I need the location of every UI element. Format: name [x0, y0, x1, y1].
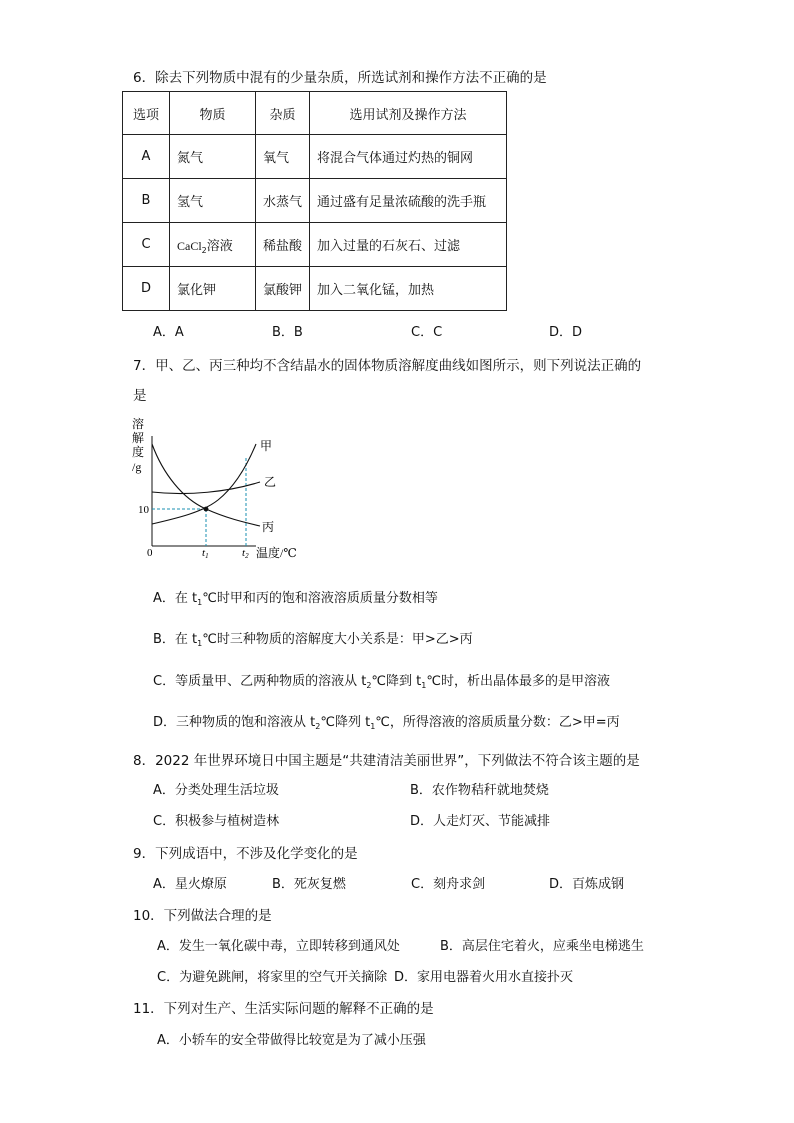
y-label-line: 溶: [132, 417, 145, 431]
table-cell: C: [123, 223, 170, 267]
table-row: [123, 267, 507, 311]
option-text: D．三种物质的饱和溶液从 t: [153, 715, 316, 730]
q10-choice-c: C．为避免跳闸，将家里的空气开关摘除: [157, 970, 388, 985]
y-axis-label: [132, 416, 144, 474]
x-axis-label: 温度/℃: [256, 546, 297, 560]
intersection-point: [204, 507, 209, 512]
q8-choice-d: D．人走灯灭、节能减排: [410, 814, 551, 829]
table-header-cell: 选项: [123, 92, 170, 135]
q8-choice-c: C．积极参与植树造林: [153, 814, 280, 829]
y-label-line: 度: [132, 445, 145, 459]
q11-option-a: A．小轿车的安全带做得比较宽是为了减小压强: [157, 1033, 426, 1048]
table-cell: 氮气: [170, 135, 256, 179]
tick-sub: 2: [245, 552, 249, 560]
q10-choice-b: B．高层住宅着火，应乘坐电梯逃生: [440, 939, 644, 954]
series-bing-curve: [152, 444, 260, 526]
table-cell: 氧气: [256, 135, 310, 179]
q9-choice-c: C．刻舟求剑: [411, 877, 486, 892]
table-row: [123, 223, 507, 267]
table-cell: 氯化钾: [170, 267, 256, 311]
q10-choice-d: D．家用电器着火用水直接扑灭: [394, 970, 574, 985]
q6-choice-c: C．C: [411, 325, 443, 340]
table-cell: A: [123, 135, 170, 179]
table-header-cell: 物质: [170, 92, 256, 135]
table-cell: 水蒸气: [256, 179, 310, 223]
y-label-line: /g: [132, 460, 142, 474]
q6-table: [122, 91, 507, 311]
option-subscript: 2: [366, 681, 372, 690]
x-tick-t2: [242, 547, 249, 560]
tick-main: t: [202, 547, 206, 559]
table-header-cell: 杂质: [256, 92, 310, 135]
q8-stem: 8．2022 年世界环境日中国主题是“共建清洁美丽世界”，下列做法不符合该主题的是: [133, 753, 640, 769]
origin-label: 0: [147, 547, 153, 559]
option-subscript: 1: [197, 598, 203, 607]
tick-sub: 1: [205, 552, 209, 560]
q7-option-c: [153, 670, 610, 690]
option-text: ℃时，析出晶体最多的是甲溶液: [426, 674, 610, 689]
option-text: ℃降列 t: [320, 715, 371, 730]
y-label-line: 解: [132, 431, 145, 445]
series-jia-label: 甲: [260, 439, 273, 453]
q9-stem: 9．下列成语中，不涉及化学变化的是: [133, 846, 358, 862]
q10-choice-a: A．发生一氧化碳中毒，立即转移到通风处: [157, 939, 400, 954]
q6-choice-d: D．D: [549, 325, 583, 340]
option-subscript: 2: [315, 722, 321, 731]
tick-main: t: [242, 547, 246, 559]
series-jia-curve: [152, 444, 256, 524]
series-yi-curve: [152, 482, 260, 494]
table-row: [123, 135, 507, 179]
table-header-row: [123, 92, 507, 135]
option-subscript: 1: [370, 722, 376, 731]
q7-option-b: [153, 628, 473, 648]
table-header-cell: 选用试剂及操作方法: [310, 92, 507, 135]
q6-choice-a: A．A: [153, 325, 184, 340]
table-row: [123, 179, 507, 223]
option-text: ℃降到 t: [371, 674, 422, 689]
table-cell: [170, 223, 256, 267]
table-cell: 加入二氧化锰，加热: [310, 267, 507, 311]
y-tick-label: 10: [138, 504, 149, 516]
series-yi-label: 乙: [264, 475, 277, 489]
q9-choice-b: B．死灰复燃: [272, 877, 346, 892]
option-subscript: 1: [421, 681, 427, 690]
option-text: ℃，所得溶液的溶质质量分数：乙>甲=丙: [375, 715, 620, 730]
q9-choice-a: A．星火燎原: [153, 877, 227, 892]
option-text: B．在 t: [153, 632, 198, 647]
q7-stem-line2: 是: [133, 388, 147, 404]
option-text: ℃时三种物质的溶解度大小关系是：甲>乙>丙: [202, 632, 473, 647]
q6-stem: 6．除去下列物质中混有的少量杂质，所选试剂和操作方法不正确的是: [133, 70, 547, 86]
option-text: C．等质量甲、乙两种物质的溶液从 t: [153, 674, 367, 689]
table-cell: 通过盛有足量浓硫酸的洗手瓶: [310, 179, 507, 223]
q8-choice-b: B．农作物秸秆就地焚烧: [410, 783, 549, 798]
table-cell: B: [123, 179, 170, 223]
table-cell: D: [123, 267, 170, 311]
table-cell: 稀盐酸: [256, 223, 310, 267]
x-tick-t1: [202, 547, 209, 560]
q8-choice-a: A．分类处理生活垃圾: [153, 783, 279, 798]
q7-stem-line1: 7．甲、乙、丙三种均不含结晶水的固体物质溶解度曲线如图所示，则下列说法正确的: [133, 358, 642, 374]
solubility-chart: [128, 414, 318, 564]
q11-stem: 11．下列对生产、生活实际问题的解释不正确的是: [133, 1001, 434, 1017]
formula-subscript: 2: [201, 245, 207, 255]
table-cell: 将混合气体通过灼热的铜网: [310, 135, 507, 179]
q10-stem: 10．下列做法合理的是: [133, 908, 272, 924]
option-subscript: 1: [197, 639, 203, 648]
q9-choice-d: D．百炼成钢: [549, 877, 625, 892]
series-bing-label: 丙: [262, 520, 275, 534]
table-cell: 氯酸钾: [256, 267, 310, 311]
formula-suffix: 溶液: [206, 238, 233, 254]
formula-text: CaCl: [177, 238, 202, 253]
option-text: ℃时甲和丙的饱和溶液溶质质量分数相等: [202, 591, 438, 606]
table-cell: 加入过量的石灰石、过滤: [310, 223, 507, 267]
q7-option-d: [153, 711, 620, 731]
q6-choice-b: B．B: [272, 325, 303, 340]
q7-option-a: [153, 587, 438, 607]
table-cell: 氢气: [170, 179, 256, 223]
option-text: A．在 t: [153, 591, 198, 606]
